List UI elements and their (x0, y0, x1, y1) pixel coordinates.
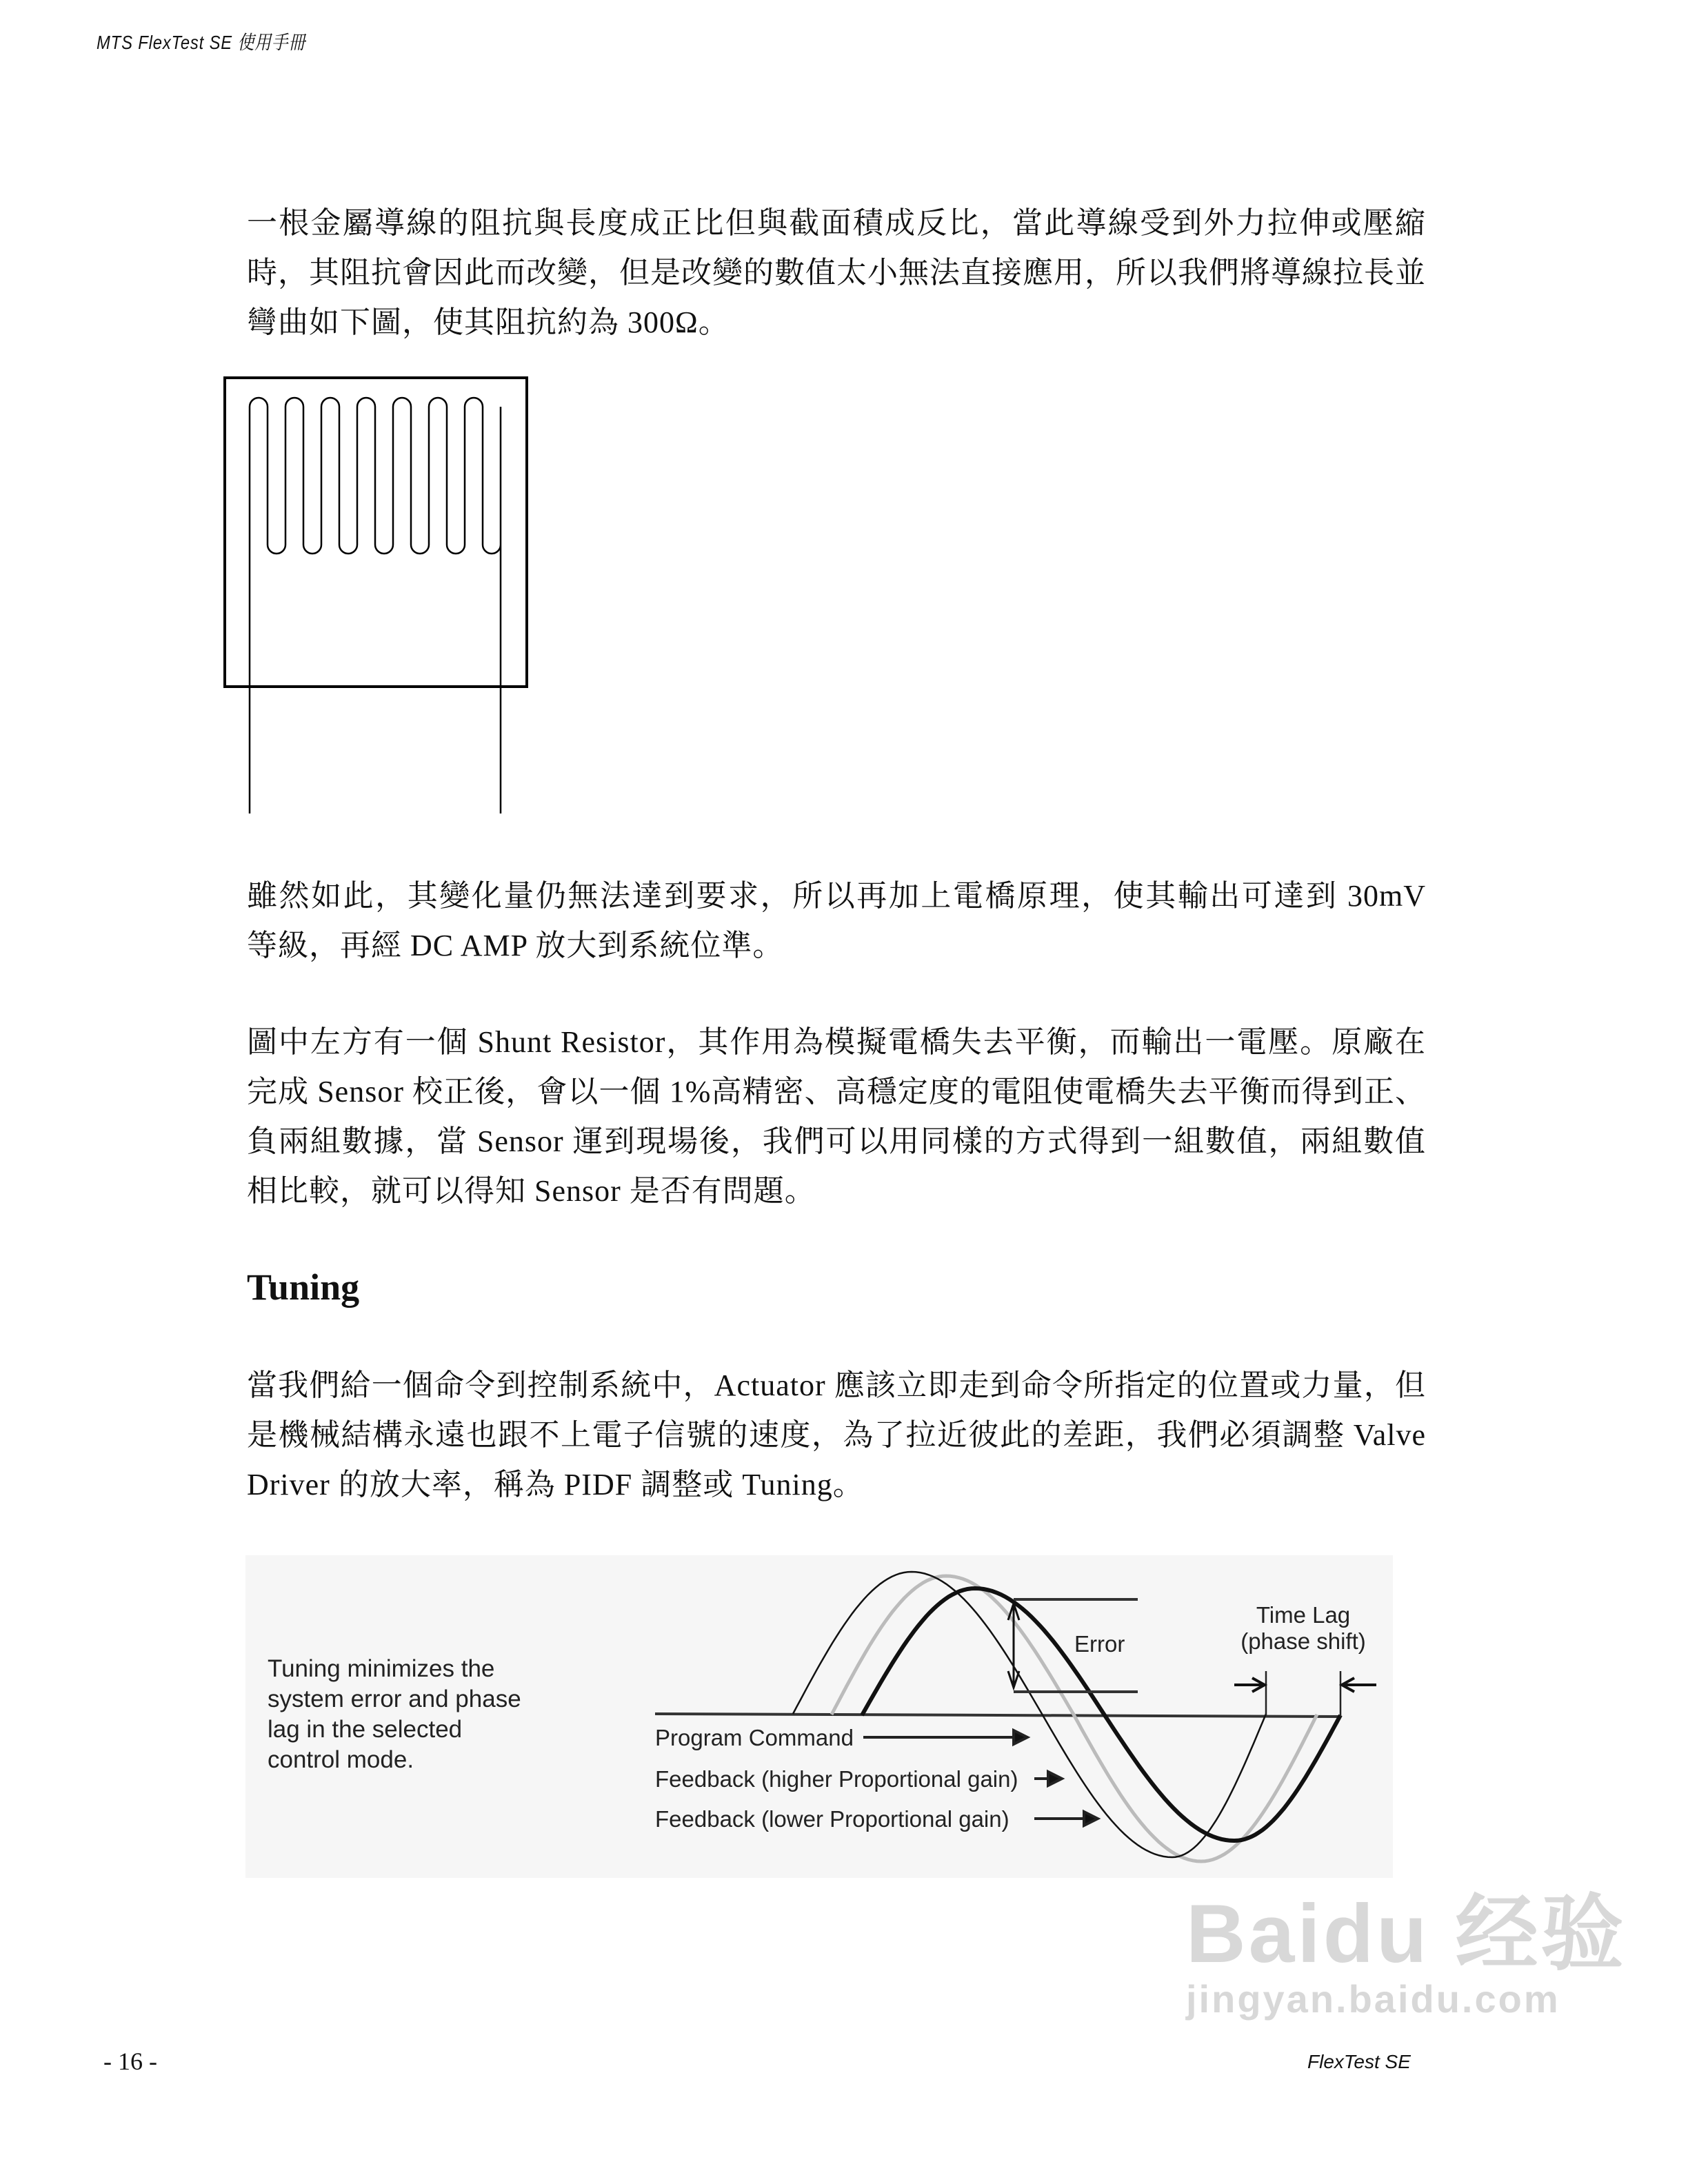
paragraph-resistance: 一根金屬導線的阻抗與長度成正比但與截面積成反比，當此導線受到外力拉伸或壓縮時，其阻抗會因此而改變，但是改變的數值太小無法直接應用，所以我們將導線拉長並彎曲如下圖，使其阻抗約為 300Ω。 (247, 206, 1426, 339)
watermark-logo: Baidu 经验 (1186, 1888, 1627, 1980)
page-body (247, 199, 1426, 1878)
legend-feedback-higher: Feedback (higher Proportional gain) (655, 1766, 1018, 1792)
section-heading-tuning: Tuning (247, 1266, 360, 1308)
figure-caption-line: system error and phase (268, 1686, 521, 1712)
watermark-url: jingyan.baidu.com (1186, 1977, 1560, 2021)
strain-gauge-diagram (207, 358, 538, 827)
gauge-wire (250, 398, 501, 813)
error-label: Error (1074, 1631, 1125, 1657)
running-header: MTS FlexTest SE 使用手冊 (97, 32, 306, 53)
paragraph-shunt: 圖中左方有一個 Shunt Resistor，其作用為模擬電橋失去平衡，而輸出一電壓。原廠在完成 Sensor 校正後，會以一個 1%高精密、高穩定度的電阻使電橋失去平衡而得到正、負兩組數據，當 Sensor 運到現場後，我們可以用同樣的方式得到一組數值，兩組數值相比較，就可以得知 Sensor 是否有問題。 (247, 1025, 1426, 1208)
footer-product: FlexTest SE (1307, 2051, 1411, 2072)
legend-feedback-lower: Feedback (lower Proportional gain) (655, 1806, 1009, 1832)
paragraph-tuning: 當我們給一個命令到控制系統中，Actuator 應該立即走到命令所指定的位置或力量，但是機械結構永遠也跟不上電子信號的速度，為了拉近彼此的差距，我們必須調整 Valve Driver 的放大率，稱為 PIDF 調整或 Tuning。 (247, 1368, 1426, 1502)
time-lag-label: Time Lag (1256, 1602, 1351, 1628)
figure-caption-line: Tuning minimizes the (268, 1655, 495, 1682)
paragraph-bridge: 雖然如此，其變化量仍無法達到要求，所以再加上電橋原理，使其輸出可達到 30mV 等級，再經 DC AMP 放大到系統位準。 (247, 879, 1426, 962)
figure-caption-line: lag in the selected (268, 1716, 463, 1743)
legend-program-command: Program Command (655, 1725, 854, 1750)
phase-shift-label: (phase shift) (1240, 1628, 1366, 1654)
tuning-figure (245, 1555, 1393, 1878)
figure-caption-line: control mode. (268, 1746, 414, 1773)
page-number: - 16 - (103, 2048, 157, 2075)
baidu-watermark (1186, 1889, 1627, 2020)
